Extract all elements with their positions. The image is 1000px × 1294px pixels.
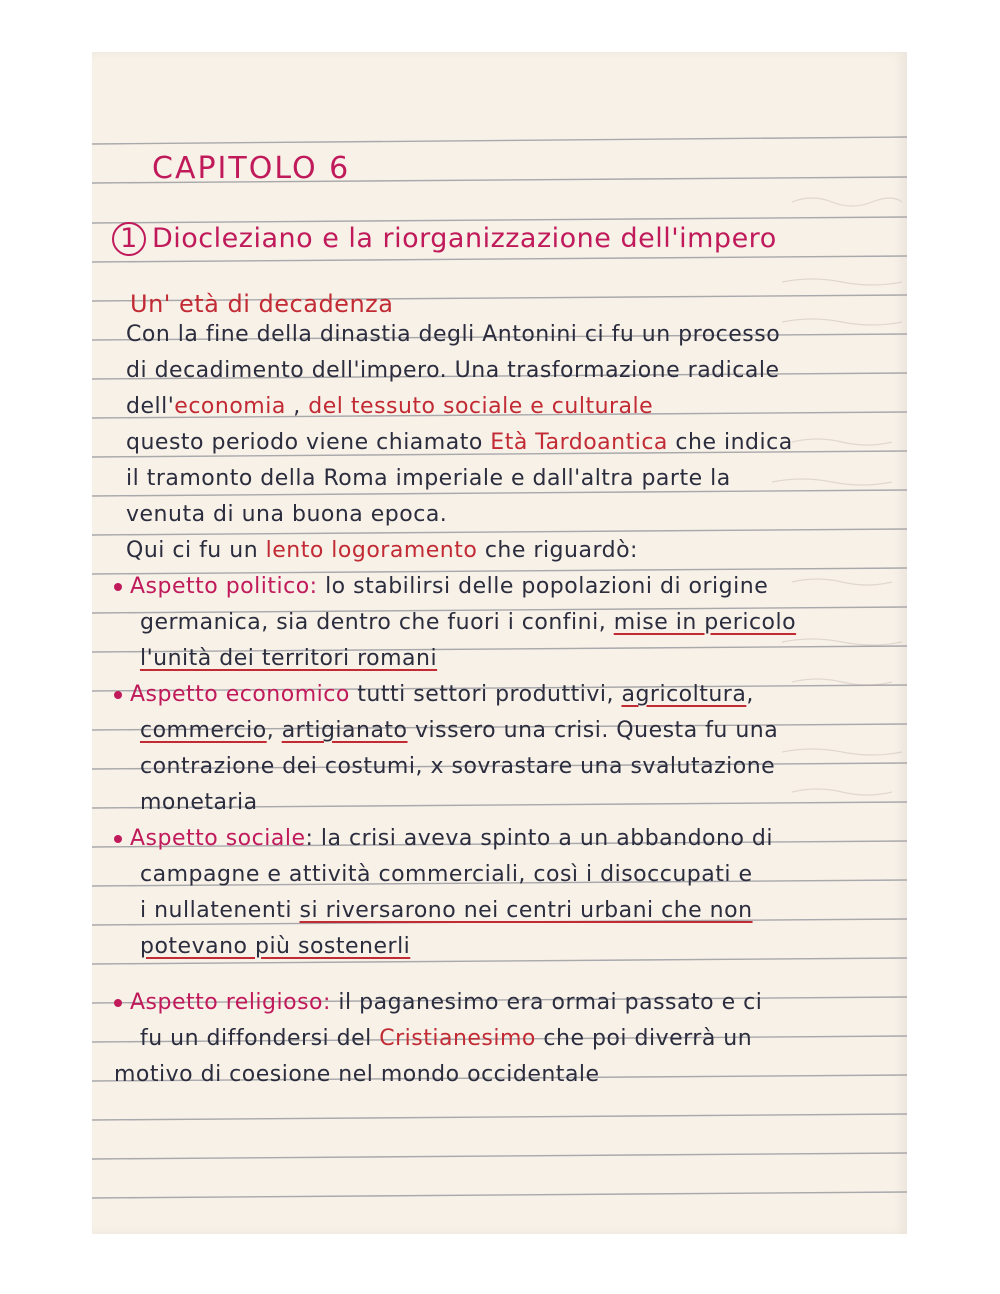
intro-line-5: il tramonto della Roma imperiale e dall'altra parte la bbox=[126, 466, 731, 491]
bullet-economic-text-1a: tutti settori produttivi, bbox=[349, 682, 622, 707]
intro-line-7 bbox=[126, 540, 638, 562]
intro-line-3-social: del tessuto sociale e culturale bbox=[308, 394, 654, 419]
bullet-social-label: Aspetto sociale bbox=[130, 826, 306, 851]
bullet-religious-text-2c: che poi diverrà un bbox=[535, 1026, 753, 1051]
bullet-economic-line-2 bbox=[140, 720, 778, 742]
bullet-religious-text-2a: fu un diffondersi del bbox=[140, 1026, 380, 1051]
bullet-social-line-1 bbox=[114, 828, 773, 850]
intro-line-6: venuta di una buona epoca. bbox=[126, 502, 448, 527]
intro-line-4-a: questo periodo viene chiamato bbox=[126, 430, 491, 455]
bullet-dot-icon bbox=[114, 691, 122, 699]
intro-line-3-economy: economia bbox=[174, 394, 286, 419]
bullet-political-text-1: lo stabilirsi delle popolazioni di origine bbox=[317, 574, 769, 599]
intro-line-3 bbox=[126, 396, 653, 418]
intro-line-3-sep: , bbox=[285, 394, 309, 419]
bullet-political-label: Aspetto politico: bbox=[130, 574, 318, 599]
intro-line-3-a: dell' bbox=[126, 394, 175, 419]
intro-line-7-a: Qui ci fu un bbox=[126, 538, 266, 563]
bullet-religious-line-2 bbox=[140, 1028, 752, 1050]
intro-line-4 bbox=[126, 432, 793, 454]
bullet-religious-line-1 bbox=[114, 992, 762, 1014]
bullet-economic-agriculture: agricoltura bbox=[621, 682, 747, 707]
bullet-social-line-3 bbox=[140, 900, 753, 922]
section-heading bbox=[112, 222, 777, 256]
bullet-religious-line-3: motivo di coesione nel mondo occidentale bbox=[114, 1062, 600, 1087]
bullet-political-line-2 bbox=[140, 612, 796, 634]
bullet-political-line-3: l'unità dei territori romani bbox=[140, 646, 438, 671]
intro-line-4-era: Età Tardoantica bbox=[490, 430, 668, 455]
intro-line-2: di decadimento dell'impero. Una trasformazione radicale bbox=[126, 358, 780, 383]
bullet-economic-line-1 bbox=[114, 684, 754, 706]
bullet-social-line-4: potevano più sostenerli bbox=[140, 934, 411, 959]
section-heading-text: Diocleziano e la riorganizzazione dell'impero bbox=[152, 223, 777, 254]
bullet-economic-crafts: artigianato bbox=[281, 718, 408, 743]
bullet-political-line-1 bbox=[114, 576, 768, 598]
bullet-economic-line-4: monetaria bbox=[140, 790, 258, 815]
bullet-economic-text-2d: vissero una crisi. Questa fu una bbox=[407, 718, 779, 743]
bullet-social-line-2: campagne e attività commerciali, così i disoccupati e bbox=[140, 862, 753, 887]
bullet-social-text-3a: i nullatenenti bbox=[140, 898, 300, 923]
bullet-economic-line-3: contrazione dei costumi, x sovrastare una svalutazione bbox=[140, 754, 776, 779]
bullet-religious-text-1: il paganesimo era ormai passato e ci bbox=[330, 990, 763, 1015]
intro-line-4-c: che indica bbox=[667, 430, 793, 455]
bullet-dot-icon bbox=[114, 583, 122, 591]
bullet-dot-icon bbox=[114, 835, 122, 843]
intro-line-7-wear: lento logoramento bbox=[265, 538, 478, 563]
bullet-dot-icon bbox=[114, 999, 122, 1007]
section-number: 1 bbox=[112, 222, 146, 256]
bullet-economic-text-1c: , bbox=[746, 682, 754, 707]
subtitle: Un' età di decadenza bbox=[130, 290, 394, 318]
bullet-political-text-2a: germanica, sia dentro che fuori i confini, bbox=[140, 610, 614, 635]
bullet-social-text-3b: si riversarono nei centri urbani che non bbox=[299, 898, 753, 923]
bullet-religious-christianity: Cristianesimo bbox=[379, 1026, 536, 1051]
chapter-title: CAPITOLO 6 bbox=[152, 151, 351, 186]
bullet-religious-label: Aspetto religioso: bbox=[130, 990, 331, 1015]
intro-line-7-c: che riguardò: bbox=[477, 538, 638, 563]
bullet-political-text-2b: mise in pericolo bbox=[613, 610, 797, 635]
bullet-social-text-1: : la crisi aveva spinto a un abbandono di bbox=[305, 826, 773, 851]
bullet-economic-commerce: commercio bbox=[140, 718, 267, 743]
notebook-page bbox=[92, 52, 907, 1234]
intro-line-1: Con la fine della dinastia degli Antonini ci fu un processo bbox=[126, 322, 781, 347]
bullet-economic-sep: , bbox=[266, 718, 282, 743]
bullet-economic-label: Aspetto economico bbox=[130, 682, 350, 707]
